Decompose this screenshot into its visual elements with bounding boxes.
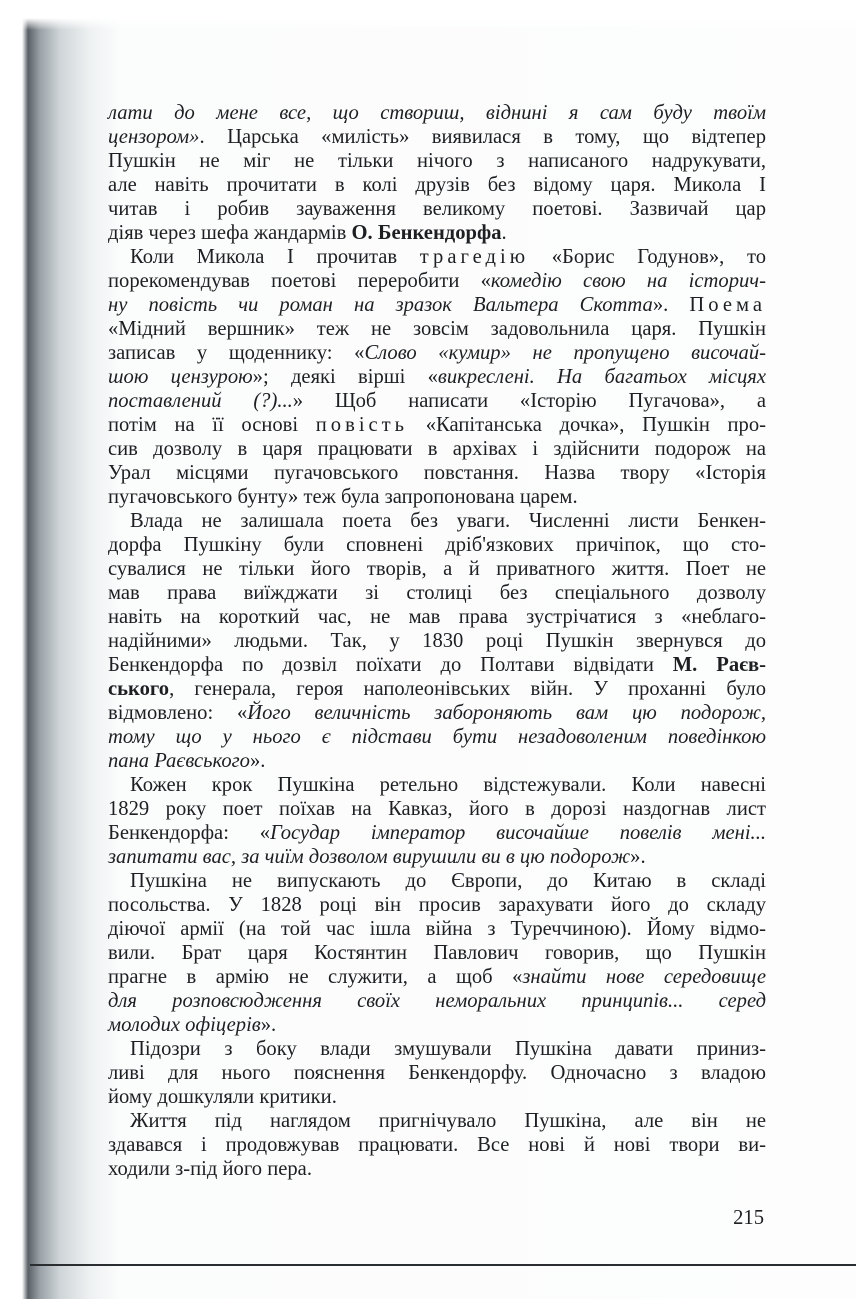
text-segment: мав права виїжджати зі столиці без спеціального дозволу xyxy=(108,582,766,604)
text-line xyxy=(108,821,766,845)
paragraph xyxy=(108,773,766,869)
text-segment: ходили з-під його пера. xyxy=(108,1158,312,1180)
bold-name: О. Бенкендорфа xyxy=(351,222,502,244)
text-line xyxy=(108,1013,766,1037)
text-segment: . xyxy=(501,222,507,244)
text-line xyxy=(108,605,766,629)
italic-quote: Слово «кумир» не пропущено височай- xyxy=(364,342,766,364)
text-line xyxy=(108,557,766,581)
text-line xyxy=(108,485,766,509)
text-segment: . Царська «милість» виявилася в тому, що відтепер xyxy=(199,126,766,148)
text-segment: Пушкіна не випускають до Європи, до Китаю в складі xyxy=(130,870,766,892)
text-segment: Влада не залишала поета без уваги. Численні листи Бенкен- xyxy=(130,510,766,532)
italic-quote: знайти нове середовище xyxy=(522,966,766,988)
spaced-term: Поема xyxy=(689,294,766,316)
text-segment: Бенкендорфа по дозвіл поїхати до Полтави відвідати xyxy=(108,654,673,676)
italic-quote: поставлений (?)... xyxy=(108,390,293,412)
italic-quote: пана Раєвського xyxy=(108,750,250,772)
text-line xyxy=(108,461,766,485)
italic-quote: цензором» xyxy=(108,126,200,148)
text-segment: ». xyxy=(652,294,690,316)
paragraph xyxy=(108,869,766,1037)
italic-quote: лати до мене все, що створиш, віднині я сам буду твоїм xyxy=(108,102,766,124)
text-segment: ». xyxy=(249,750,266,772)
italic-quote: викреслені. На багатьох місцях xyxy=(437,366,767,388)
text-segment: навіть на короткий час, не мав права зустрічатися з «неблаго- xyxy=(108,606,766,628)
text-line xyxy=(108,1133,766,1157)
page-number: 215 xyxy=(733,1207,764,1229)
page-top-edge xyxy=(0,0,856,30)
text-segment: сив дозволу в царя працювати в архівах і здійснити подорож на xyxy=(108,438,766,460)
paragraph xyxy=(108,509,766,773)
text-line xyxy=(108,365,766,389)
text-segment: Пушкін не міг не тільки нічого з написаного надрукувати, xyxy=(108,150,766,172)
text-segment: читав і робив зауваження великому поетові. Зазвичай цар xyxy=(108,198,766,220)
italic-quote: ну повість чи роман на зразок Вальтера Скотта xyxy=(108,294,653,316)
text-line xyxy=(108,101,766,125)
paragraph xyxy=(108,1109,766,1181)
text-line xyxy=(108,677,766,701)
text-segment: «Мідний вершник» теж не зовсім задовольнила царя. Пушкін xyxy=(108,318,766,340)
text-line xyxy=(108,653,766,677)
text-line xyxy=(108,725,766,749)
text-line xyxy=(108,893,766,917)
italic-quote: шою цензурою xyxy=(108,366,253,388)
italic-quote: Государ імператор височайше повелів мені... xyxy=(270,822,766,844)
text-line xyxy=(108,965,766,989)
text-segment: Кожен крок Пушкіна ретельно відстежували. Коли навесні xyxy=(130,774,766,796)
text-segment: , генерала, героя наполеонівських війн. У проханні було xyxy=(169,678,766,700)
text-line xyxy=(108,1085,766,1109)
italic-quote: Його величність забороняють вам цю подорож, xyxy=(247,702,766,724)
italic-quote: тому що у нього є підстави бути незадоволеним поведінкою xyxy=(108,726,766,748)
page-body-text xyxy=(108,101,766,1181)
text-line xyxy=(108,389,766,413)
text-line xyxy=(108,1109,766,1133)
text-line xyxy=(108,341,766,365)
text-line xyxy=(108,749,766,773)
text-line xyxy=(108,941,766,965)
text-line xyxy=(108,1037,766,1061)
paragraph xyxy=(108,1037,766,1109)
italic-quote: для розповсюдження своїх неморальних принципів... серед xyxy=(108,990,766,1012)
text-line xyxy=(108,509,766,533)
text-line xyxy=(108,269,766,293)
spaced-term: повість xyxy=(315,414,409,436)
text-segment: діючої армії (на той час ішла війна з Туреччиною). Йому відмо- xyxy=(108,918,766,940)
bottom-rule xyxy=(30,1264,856,1266)
text-segment: вили. Брат царя Костянтин Павлович говорив, що Пушкін xyxy=(108,942,766,964)
text-line xyxy=(108,581,766,605)
text-line xyxy=(108,1061,766,1085)
italic-quote: молодих офіцерів xyxy=(108,1014,261,1036)
text-segment: посольства. У 1828 році він просив зарахувати його до складу xyxy=(108,894,766,916)
text-segment: пугачовського бунту» теж була запропонована царем. xyxy=(108,486,578,508)
text-line xyxy=(108,701,766,725)
text-segment: сувалися не тільки його творів, а й приватного життя. Поет не xyxy=(108,558,766,580)
text-segment: записав у щоденнику: « xyxy=(108,342,365,364)
text-segment: порекомендував поетові переробити « xyxy=(108,270,491,292)
bold-name: М. Раєв- xyxy=(672,654,766,676)
text-line xyxy=(108,221,766,245)
italic-quote: запитати вас, за чиїм дозволом вирушили ви в цю подорож xyxy=(108,846,631,868)
text-line xyxy=(108,125,766,149)
text-segment: Бенкендорфа: « xyxy=(108,822,271,844)
text-segment: «Капітанська дочка», Пушкін про- xyxy=(408,414,767,436)
text-segment: але навіть прочитати в колі друзів без відому царя. Микола І xyxy=(108,174,766,196)
text-line xyxy=(108,437,766,461)
text-line xyxy=(108,773,766,797)
text-segment: йому дошкуляли критики. xyxy=(108,1086,337,1108)
text-line xyxy=(108,917,766,941)
text-segment: »; деякі вірші « xyxy=(252,366,438,388)
text-line xyxy=(108,629,766,653)
text-segment: ливі для нього пояснення Бенкендорфу. Одночасно з владою xyxy=(108,1062,766,1084)
text-line xyxy=(108,989,766,1013)
paragraph xyxy=(108,101,766,245)
text-line xyxy=(108,245,766,269)
text-segment: потім на її основі xyxy=(108,414,316,436)
text-segment: Коли Микола І прочитав xyxy=(130,246,420,268)
text-segment: ». xyxy=(630,846,646,868)
text-segment: » Щоб написати «Історію Пугачова», а xyxy=(292,390,766,412)
text-segment: відмовлено: « xyxy=(108,702,248,724)
text-line xyxy=(108,317,766,341)
text-line xyxy=(108,149,766,173)
text-segment: ». xyxy=(260,1014,277,1036)
text-segment: надійними» людьми. Так, у 1830 році Пушкін звернувся до xyxy=(108,630,766,652)
text-line xyxy=(108,197,766,221)
text-line xyxy=(108,173,766,197)
text-segment: здавався і продовжував працювати. Все нові й нові твори ви- xyxy=(108,1134,766,1156)
text-segment: «Борис Годунов», то xyxy=(529,246,766,268)
text-segment: діяв через шефа жандармів xyxy=(108,222,352,244)
text-line xyxy=(108,797,766,821)
text-line xyxy=(108,1157,766,1181)
text-line xyxy=(108,845,766,869)
text-segment: Урал місцями пугачовського повстання. Назва твору «Історія xyxy=(108,462,766,484)
paragraph xyxy=(108,245,766,509)
text-segment: прагне в армію не служити, а щоб « xyxy=(108,966,523,988)
bold-name: ського xyxy=(108,678,170,700)
text-line xyxy=(108,869,766,893)
text-segment: дорфа Пушкіну були сповнені дріб'язкових причіпок, що сто- xyxy=(108,534,766,556)
text-line xyxy=(108,293,766,317)
spaced-term: трагедію xyxy=(419,246,530,268)
text-line xyxy=(108,413,766,437)
text-segment: Підозри з боку влади змушували Пушкіна давати приниз- xyxy=(130,1038,766,1060)
text-segment: 1829 року поет поїхав на Кавказ, його в дорозі наздогнав лист xyxy=(108,798,766,820)
text-segment: Життя під наглядом пригнічувало Пушкіна, але він не xyxy=(130,1110,766,1132)
text-line xyxy=(108,533,766,557)
italic-quote: комедію свою на історич- xyxy=(490,270,766,292)
